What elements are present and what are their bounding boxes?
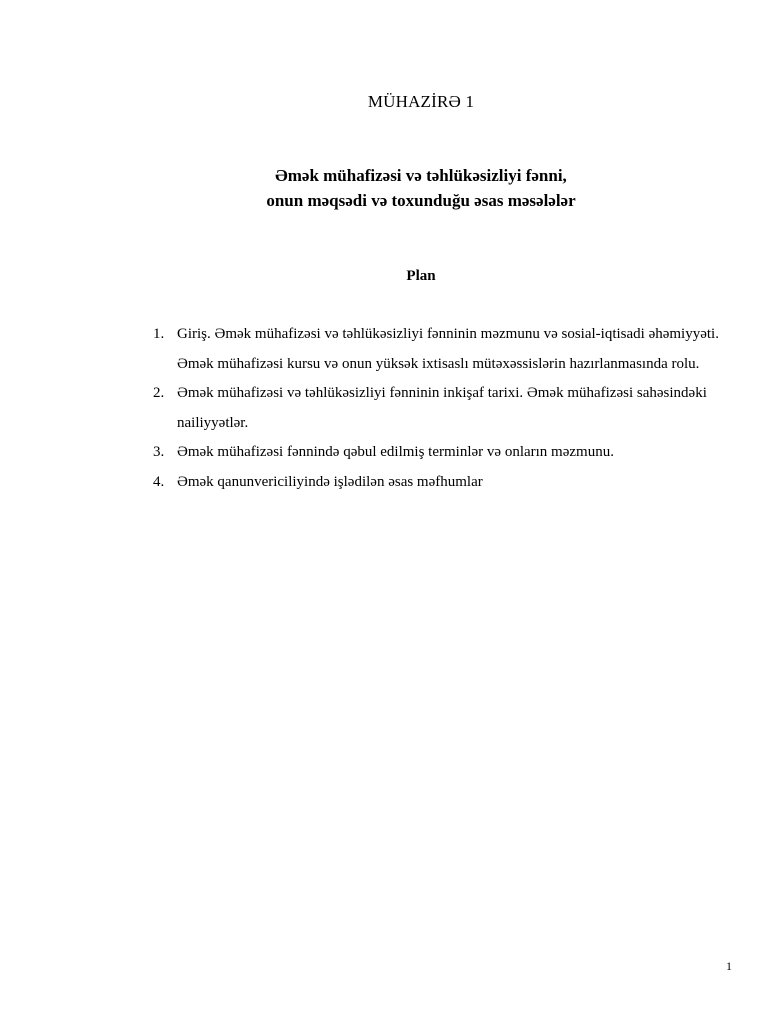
plan-list xyxy=(153,320,733,497)
plan-item-text: Giriş. Əmək mühafizəsi və təhlükəsizliyi fənninin məzmunu və sosial-iqtisadi əhəmiyyəti. Əmək mühafizəsi kursu və onun yüksək ixtisaslı mütəxəssislərin hazırlanmasında rolu. xyxy=(177,326,719,372)
plan-item-number: 3. xyxy=(153,444,165,460)
plan-item-text: Əmək mühafizəsi və təhlükəsizliyi fənninin inkişaf tarixi. Əmək mühafizəsi sahəsindəki nailiyyətlər. xyxy=(177,385,707,431)
plan-item-number: 1. xyxy=(153,326,165,342)
plan-item-4 xyxy=(153,468,733,498)
plan-item-text: Əmək qanunvericiliyində işlədilən əsas məfhumlar xyxy=(177,473,483,490)
plan-item-number: 4. xyxy=(153,473,165,490)
lecture-label: MÜHAZİRƏ 1 xyxy=(367,92,475,111)
plan-item-text: Əmək mühafizəsi fənnində qəbul edilmiş terminlər və onların məzmunu. xyxy=(177,444,614,460)
plan-item-number: 2. xyxy=(153,385,165,401)
document-title xyxy=(0,163,768,213)
plan-item-1 xyxy=(153,320,733,379)
plan-item-3 xyxy=(153,438,733,468)
plan-heading: Plan xyxy=(406,268,436,284)
title-line-1: Əmək mühafizəsi və təhlükəsizliyi fənni, xyxy=(275,166,567,185)
plan-item-2 xyxy=(153,379,733,438)
page-number: 1 xyxy=(726,959,732,973)
title-line-2: onun məqsədi və toxunduğu əsas məsələlər xyxy=(266,191,576,210)
